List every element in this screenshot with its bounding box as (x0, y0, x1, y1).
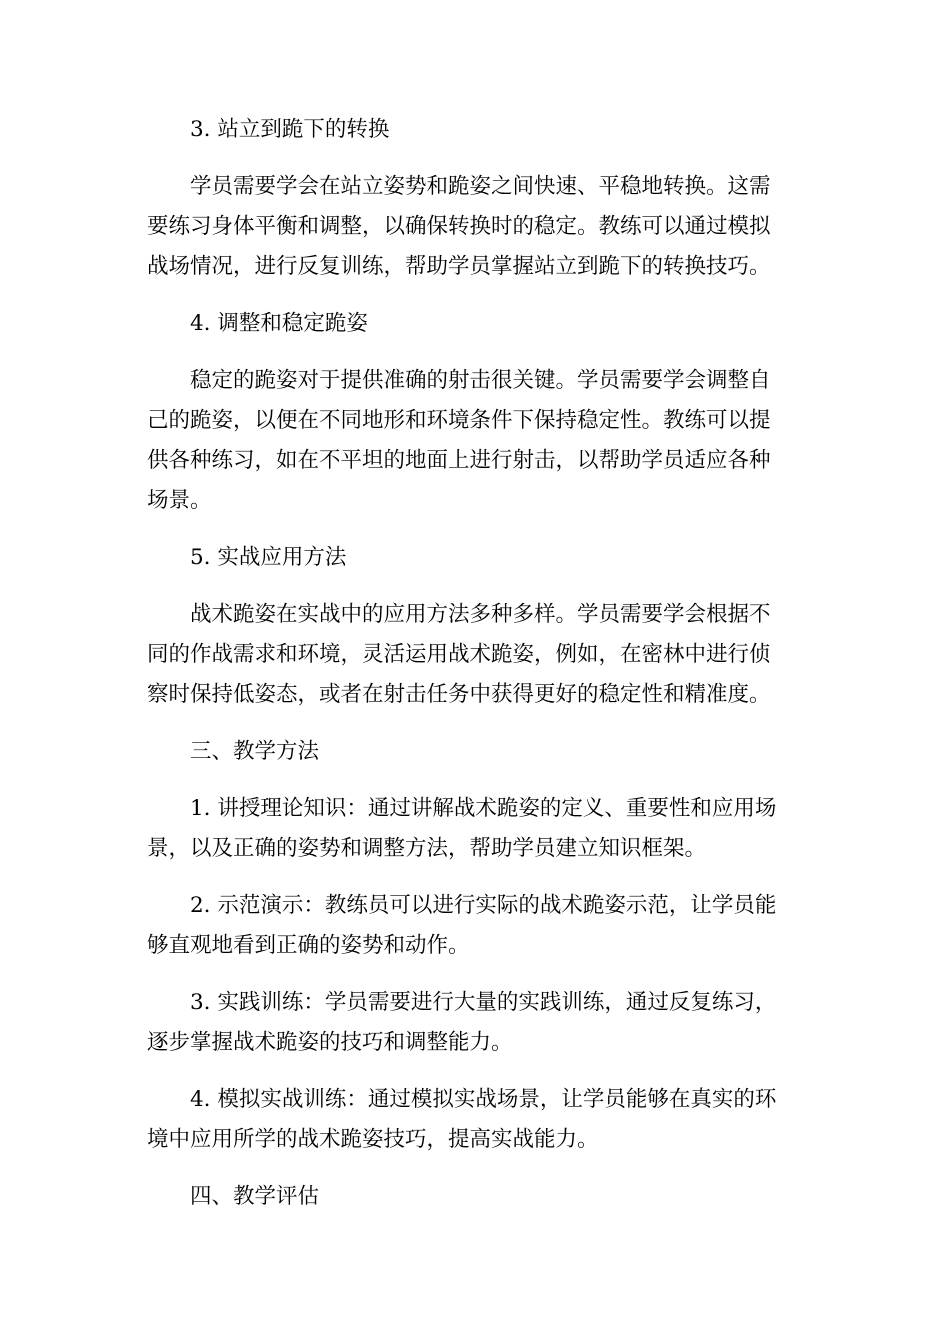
paragraph-line: 景，以及正确的姿势和调整方法，帮助学员建立知识框架。 (147, 836, 707, 861)
paragraph-line: 逐步掌握战术跪姿的技巧和调整能力。 (147, 1030, 513, 1055)
paragraph-line: 要练习身体平衡和调整，以确保转换时的稳定。教练可以通过模拟 (147, 214, 771, 239)
paragraph-method-3 (147, 983, 805, 1063)
paragraph-method-4 (147, 1080, 805, 1160)
paragraph-line: 3. 实践训练：学员需要进行大量的实践训练，通过反复练习， (190, 990, 777, 1015)
heading-line: 三、教学方法 (190, 739, 320, 764)
heading-line: 3. 站立到跪下的转换 (190, 117, 390, 142)
paragraph-line: 同的作战需求和环境，灵活运用战术跪姿，例如，在密林中进行侦 (147, 642, 771, 667)
heading-line: 4. 调整和稳定跪姿 (190, 311, 368, 336)
section-heading-4 (147, 304, 805, 344)
paragraph-line: 战术跪姿在实战中的应用方法多种多样。学员需要学会根据不 (190, 602, 771, 627)
paragraph-line: 境中应用所学的战术跪姿技巧，提高实战能力。 (147, 1127, 599, 1152)
heading-line: 5. 实战应用方法 (190, 545, 347, 570)
paragraph-line: 战场情况，进行反复训练，帮助学员掌握站立到跪下的转换技巧。 (147, 254, 771, 279)
section-heading-3 (147, 110, 805, 150)
paragraph-line: 4. 模拟实战训练：通过模拟实战场景，让学员能够在真实的环 (190, 1087, 777, 1112)
paragraph-line: 供各种练习，如在不平坦的地面上进行射击，以帮助学员适应各种 (147, 448, 771, 473)
document-body (147, 110, 805, 1234)
paragraph-line: 2. 示范演示：教练员可以进行实际的战术跪姿示范，让学员能 (190, 893, 777, 918)
paragraph-standing-to-kneeling (147, 167, 805, 287)
paragraph-line: 1. 讲授理论知识：通过讲解战术跪姿的定义、重要性和应用场 (190, 796, 777, 821)
paragraph-method-2 (147, 886, 805, 966)
paragraph-line: 察时保持低姿态，或者在射击任务中获得更好的稳定性和精准度。 (147, 682, 771, 707)
paragraph-stabilize-kneeling (147, 361, 805, 521)
paragraph-line: 稳定的跪姿对于提供准确的射击很关键。学员需要学会调整自 (190, 368, 771, 393)
paragraph-line: 够直观地看到正确的姿势和动作。 (147, 933, 470, 958)
paragraph-method-1 (147, 789, 805, 869)
heading-line: 四、教学评估 (190, 1184, 320, 1209)
paragraph-line: 场景。 (147, 488, 212, 513)
paragraph-combat-application (147, 595, 805, 715)
paragraph-line: 己的跪姿，以便在不同地形和环境条件下保持稳定性。教练可以提 (147, 408, 771, 433)
section-heading-5 (147, 538, 805, 578)
section-heading-teaching-evaluation (147, 1177, 805, 1217)
paragraph-line: 学员需要学会在站立姿势和跪姿之间快速、平稳地转换。这需 (190, 174, 771, 199)
section-heading-teaching-methods (147, 732, 805, 772)
